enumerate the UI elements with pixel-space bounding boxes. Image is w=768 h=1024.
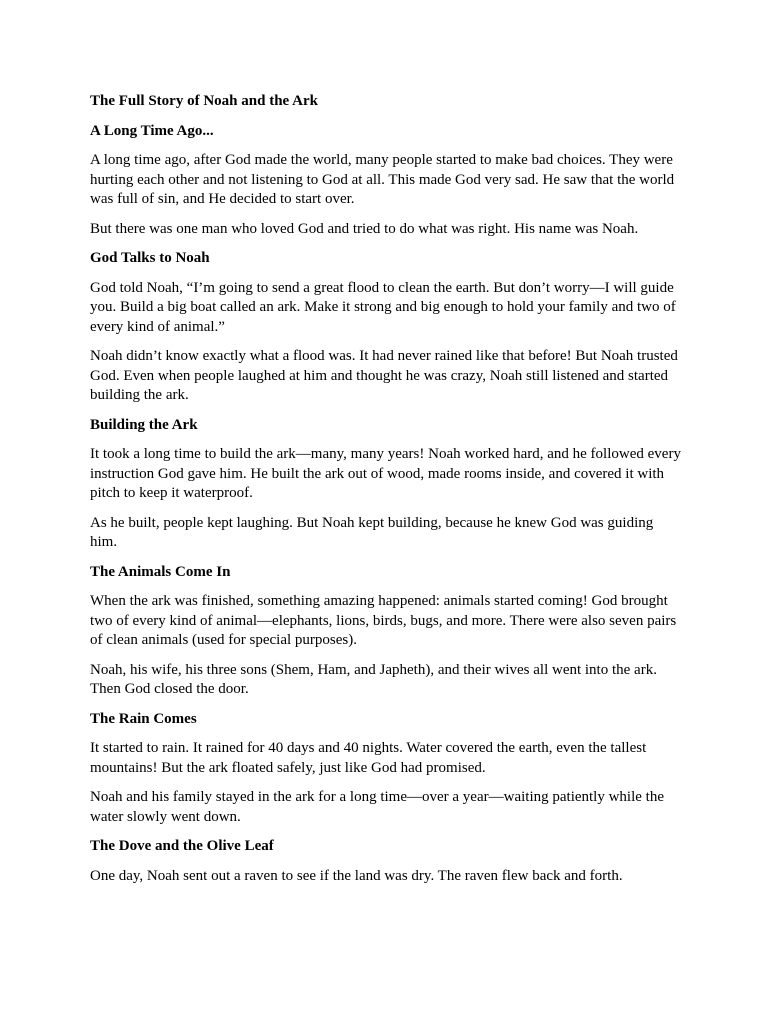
- paragraph: As he built, people kept laughing. But Noah kept building, because he knew God was guiding him.: [90, 514, 654, 550]
- paragraph: But there was one man who loved God and tried to do what was right. His name was Noah.: [90, 220, 639, 237]
- paragraph: When the ark was finished, something amazing happened: animals started coming! God brought two of every kind of animal—elephants, lions, birds, bugs, and more. There were also seven pairs of clean animals (used for special purposes).: [90, 593, 677, 648]
- paragraph: It started to rain. It rained for 40 days and 40 nights. Water covered the earth, even the tallest mountains! But the ark floated safely, just like God had promised.: [90, 740, 647, 776]
- section-heading: The Rain Comes: [90, 710, 197, 727]
- document-page: [90, 92, 682, 896]
- paragraph: Noah, his wife, his three sons (Shem, Ham, and Japheth), and their wives all went into the ark. Then God closed the door.: [90, 661, 657, 697]
- paragraph: Noah and his family stayed in the ark for a long time—over a year—waiting patiently while the water slowly went down.: [90, 789, 664, 825]
- section-heading: God Talks to Noah: [90, 250, 210, 266]
- paragraph: It took a long time to build the ark—many, many years! Noah worked hard, and he followed every instruction God gave him. He built the ark out of wood, made rooms inside, and covered it with pitch to keep it waterproof.: [90, 446, 681, 501]
- paragraph: One day, Noah sent out a raven to see if the land was dry. The raven flew back and forth.: [90, 867, 623, 884]
- section-heading: The Dove and the Olive Leaf: [90, 838, 274, 854]
- section-heading: A Long Time Ago...: [90, 122, 214, 139]
- paragraph: A long time ago, after God made the world, many people started to make bad choices. They were hurting each other and not listening to God at all. This made God very sad. He saw that the world was full of sin, and He decided to start over.: [90, 152, 675, 207]
- paragraph: God told Noah, “I’m going to send a great flood to clean the earth. But don’t worry—I will guide you. Build a big boat called an ark. Make it strong and big enough to hold your family and two of every kind of animal.”: [90, 279, 676, 335]
- section-heading: Building the Ark: [90, 416, 198, 433]
- document-title: The Full Story of Noah and the Ark: [90, 93, 318, 109]
- paragraph: Noah didn’t know exactly what a flood was. It had never rained like that before! But Noah trusted God. Even when people laughed at him and thought he was crazy, Noah still listened and started building the ark.: [90, 348, 678, 403]
- section-heading: The Animals Come In: [90, 563, 231, 580]
